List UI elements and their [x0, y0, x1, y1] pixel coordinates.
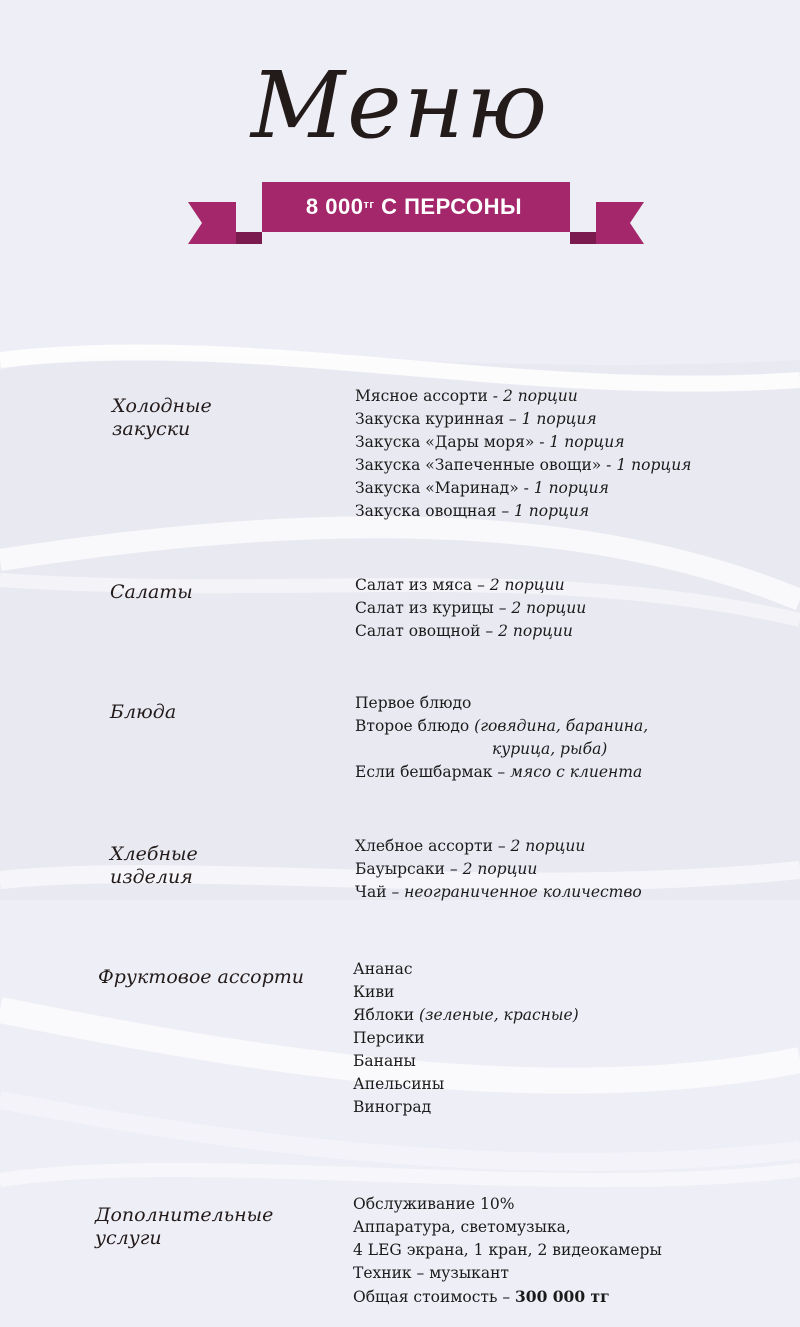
- list-item: Бананы: [353, 1052, 416, 1070]
- list-item: 4 LEG экрана, 1 кран, 2 видеокамеры: [353, 1241, 662, 1259]
- list-item: Закуска «Дары моря» - 1 порция: [355, 433, 625, 451]
- list-item: Первое блюдо: [355, 694, 472, 712]
- list-item: Салат из курицы – 2 порции: [355, 599, 587, 617]
- category-label: Холодные закуски: [112, 395, 212, 440]
- list-item: Бауырсаки – 2 порции: [355, 860, 538, 878]
- list-item: Закуска овощная – 1 порция: [355, 502, 590, 520]
- category-label: Блюда: [110, 701, 177, 723]
- list-item: Апельсины: [353, 1075, 445, 1093]
- list-item: Обслуживание 10%: [353, 1195, 515, 1213]
- price-suffix: С ПЕРСОНЫ: [381, 194, 523, 219]
- list-item: Закуска «Маринад» - 1 порция: [355, 479, 609, 497]
- list-item: Салат овощной – 2 порции: [355, 622, 573, 640]
- menu-title: Меню: [250, 52, 550, 159]
- list-item: Техник – музыкант: [353, 1264, 510, 1282]
- price-amount: 8 000: [305, 194, 364, 219]
- category-label: Хлебные изделия: [110, 843, 198, 888]
- list-item: Виноград: [353, 1098, 432, 1116]
- list-item: Второе блюдо (говядина, баранина,: [355, 717, 649, 735]
- list-item: Киви: [353, 983, 395, 1001]
- list-item: Аппаратура, светомузыка,: [353, 1218, 571, 1236]
- category-label: Фруктовое ассорти: [98, 966, 305, 988]
- list-item: Если бешбармак – мясо с клиента: [355, 763, 643, 781]
- category-label: Дополнительные услуги: [95, 1204, 274, 1249]
- total-price: Общая стоимость – 300 000 тг: [353, 1287, 610, 1306]
- list-item: Персики: [353, 1029, 425, 1047]
- price-currency: тг: [363, 199, 375, 211]
- list-item: Хлебное ассорти – 2 порции: [355, 837, 586, 855]
- list-item: Ананас: [353, 960, 413, 978]
- list-item: Мясное ассорти - 2 порции: [355, 387, 578, 405]
- price-banner-text: [262, 182, 566, 232]
- category-label: Салаты: [110, 581, 193, 603]
- list-item: Чай – неограниченное количество: [355, 883, 642, 901]
- list-item: Закуска куринная – 1 порция: [355, 410, 597, 428]
- list-item: Закуска «Запеченные овощи» - 1 порция: [355, 456, 692, 474]
- list-item: Салат из мяса – 2 порции: [355, 576, 565, 594]
- list-item: Яблоки (зеленые, красные): [353, 1006, 579, 1024]
- list-item: курица, рыба): [492, 740, 608, 758]
